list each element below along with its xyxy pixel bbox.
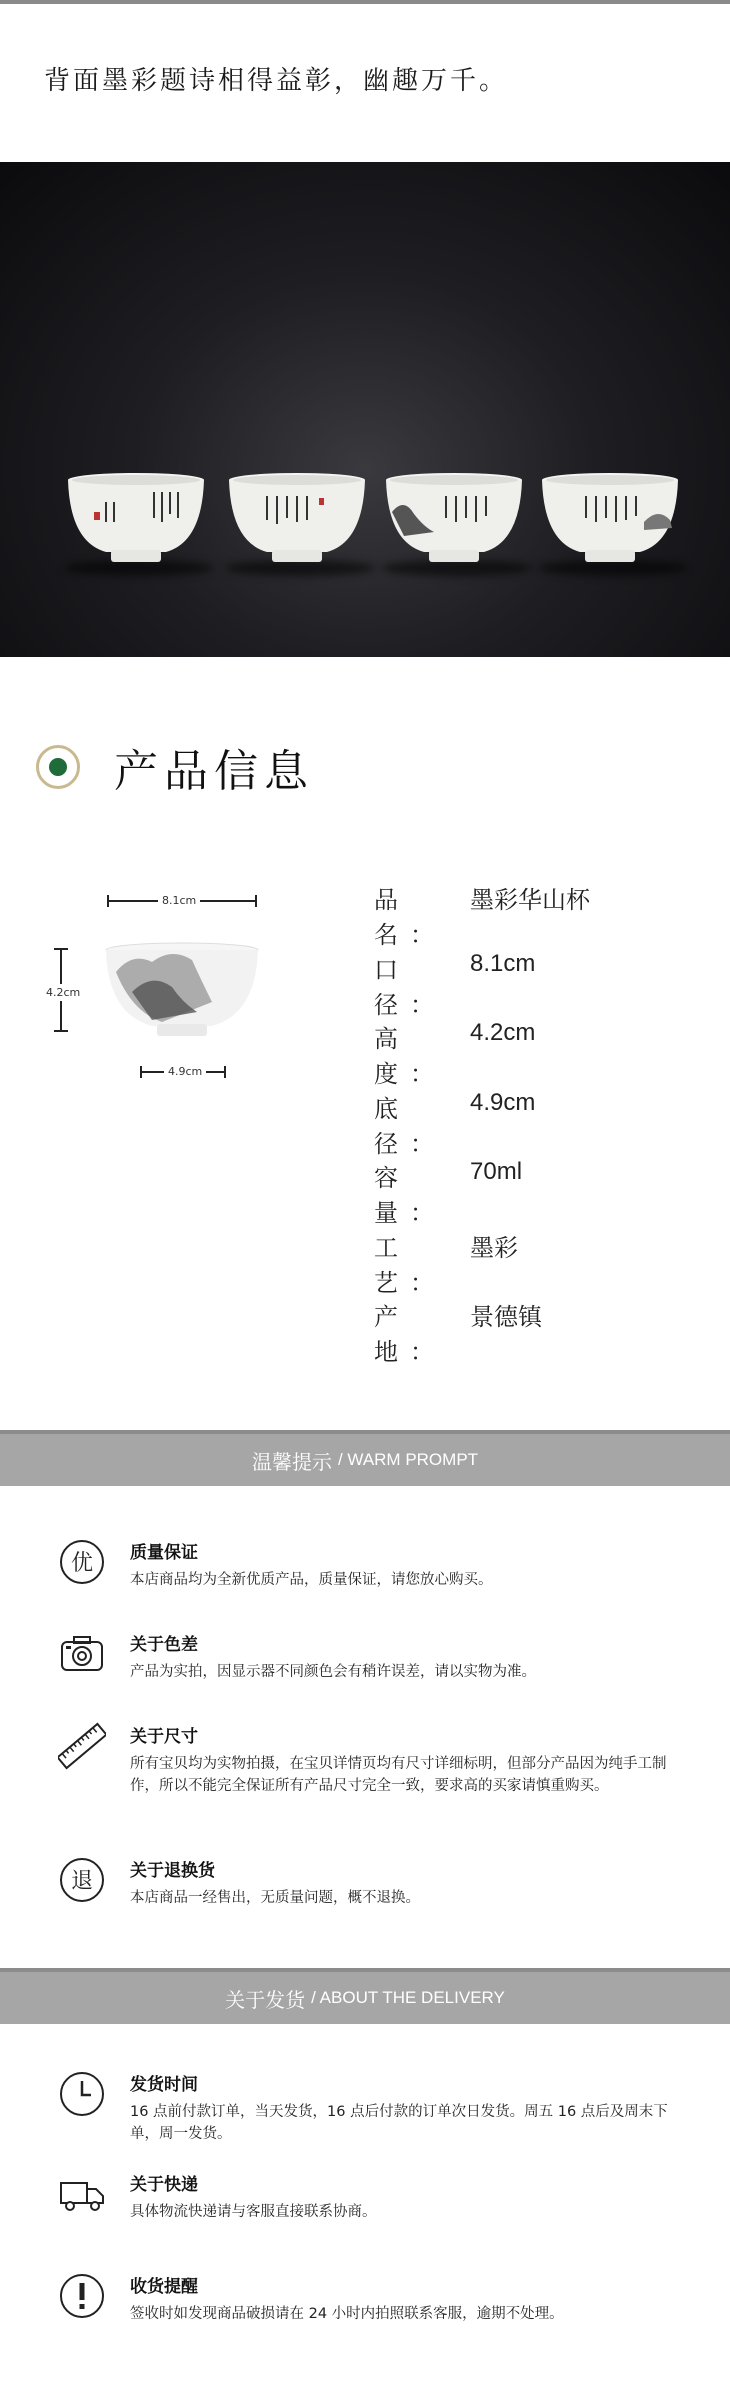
spec-value: 8.1cm bbox=[470, 949, 536, 977]
spec-key: 品名： bbox=[374, 886, 446, 949]
spec-value: 墨彩 bbox=[470, 1233, 518, 1262]
notice-text: 本店商品均为全新优质产品，质量保证，请您放心购买。 bbox=[130, 1572, 493, 1588]
delivery-banner bbox=[0, 1968, 730, 2024]
notice-item bbox=[58, 1722, 690, 1797]
spec-key: 容量： bbox=[374, 1164, 446, 1227]
teacup-image bbox=[227, 472, 367, 567]
section-title-text: 产品信息 bbox=[114, 746, 314, 797]
notice-text: 具体物流快递请与客服直接联系协商。 bbox=[130, 2204, 377, 2220]
notice-text: 所有宝贝均为实物拍摄，在宝贝详情页均有尺寸详细标明，但部分产品因为纯手工制作，所以不能完全保证所有产品尺寸完全一致，要求高的买家请慎重购买。 bbox=[130, 1756, 667, 1794]
spec-row bbox=[374, 1158, 590, 1228]
dimension-figure bbox=[40, 880, 280, 1100]
notice-title: 关于退换货 bbox=[130, 1861, 215, 1881]
base-label: 4.9cm bbox=[164, 1065, 206, 1078]
spec-list bbox=[374, 880, 590, 1367]
banner-title: 关于发货 bbox=[225, 1989, 306, 2012]
spec-key: 产地： bbox=[374, 1303, 446, 1366]
quality-icon bbox=[58, 1538, 106, 1586]
spec-key: 口径： bbox=[374, 955, 446, 1019]
notice-title: 收货提醒 bbox=[130, 2277, 198, 2297]
notice-item bbox=[58, 2170, 690, 2223]
notice-title: 发货时间 bbox=[130, 2075, 198, 2095]
spec-key: 底径： bbox=[374, 1094, 446, 1158]
banner-subtitle: / WARM PROMPT bbox=[337, 1450, 479, 1469]
spec-row bbox=[374, 1228, 590, 1298]
height-label: 4.2cm bbox=[46, 986, 81, 999]
width-label: 8.1cm bbox=[158, 894, 200, 907]
spec-row bbox=[374, 1297, 590, 1367]
notice-title: 关于快递 bbox=[130, 2175, 198, 2195]
return-icon bbox=[58, 1856, 106, 1904]
notice-text: 产品为实拍，因显示器不同颜色会有稍许误差，请以实物为准。 bbox=[130, 1664, 536, 1680]
spec-value: 4.2cm bbox=[470, 1019, 536, 1046]
teacup-image bbox=[66, 472, 206, 567]
teacup-diagram-image bbox=[102, 942, 262, 1042]
notice-text: 16 点前付款订单，当天发货，16 点后付款的订单次日发货。周五 16 点后及周末下单，周一发货。 bbox=[130, 2104, 668, 2142]
camera-icon bbox=[58, 1630, 106, 1678]
notice-item bbox=[58, 2070, 690, 2145]
banner-title: 温馨提示 bbox=[251, 1451, 332, 1474]
teacup-image bbox=[540, 472, 680, 567]
notice-title: 质量保证 bbox=[130, 1543, 198, 1563]
alert-icon bbox=[58, 2272, 106, 2320]
ruler-icon bbox=[58, 1722, 106, 1770]
notice-item bbox=[58, 2272, 690, 2325]
spec-row bbox=[374, 1089, 590, 1159]
spec-value: 4.9cm bbox=[470, 1088, 536, 1116]
top-divider bbox=[0, 0, 730, 4]
notice-text: 签收时如发现商品破损请在 24 小时内拍照联系客服，逾期不处理。 bbox=[130, 2306, 564, 2322]
svg-text:退: 退 bbox=[70, 1869, 94, 1894]
spec-value: 70ml bbox=[470, 1158, 523, 1185]
notice-text: 本店商品一经售出，无质量问题，概不退换。 bbox=[130, 1890, 420, 1906]
spec-value: 墨彩华山杯 bbox=[470, 886, 590, 914]
warm-prompt-banner bbox=[0, 1430, 730, 1486]
notice-title: 关于尺寸 bbox=[130, 1727, 198, 1747]
spec-row bbox=[374, 880, 590, 950]
notice-item bbox=[58, 1538, 690, 1591]
product-photo bbox=[0, 162, 730, 657]
clock-icon bbox=[58, 2070, 106, 2118]
intro-text: 背面墨彩题诗相得益彰，幽趣万千。 bbox=[44, 66, 509, 96]
spec-row bbox=[374, 950, 590, 1020]
section-dot-icon bbox=[36, 745, 80, 789]
svg-text:优: 优 bbox=[70, 1551, 94, 1576]
banner-subtitle: / ABOUT THE DELIVERY bbox=[311, 1988, 505, 2007]
spec-row bbox=[374, 1019, 590, 1089]
notice-item bbox=[58, 1630, 690, 1683]
notice-item bbox=[58, 1856, 690, 1909]
truck-icon bbox=[58, 2170, 106, 2218]
spec-key: 工艺： bbox=[374, 1233, 446, 1297]
teacup-image bbox=[384, 472, 524, 567]
spec-value: 景德镇 bbox=[470, 1303, 542, 1331]
spec-key: 高度： bbox=[374, 1025, 446, 1088]
product-info-heading bbox=[36, 735, 314, 799]
notice-title: 关于色差 bbox=[130, 1635, 198, 1655]
